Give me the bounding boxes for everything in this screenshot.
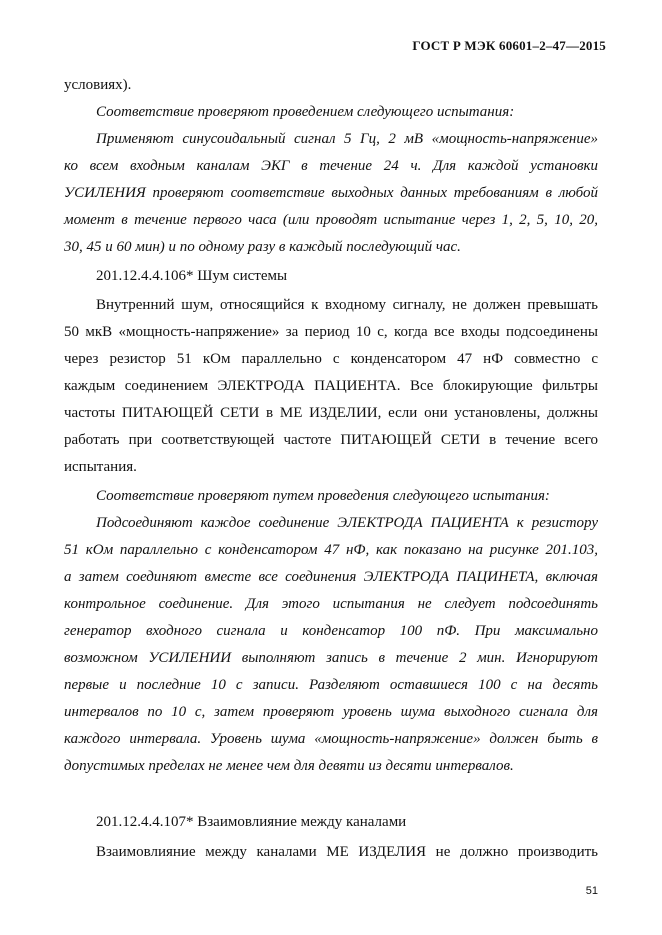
- text-line: Соответствие проверяют проведением следующего испытания:: [96, 104, 515, 120]
- text-line: УСИЛЕНИЯ проверяют соответствие выходных данных требованиям в любой: [64, 185, 598, 201]
- text-line: Соответствие проверяют путем проведения следующего испытания:: [96, 488, 550, 504]
- text-line: работать при соответствующей частоте ПИТАЮЩЕЙ СЕТИ в течение всего: [64, 432, 598, 448]
- text-line: испытания.: [64, 459, 137, 475]
- text-line: а затем соединяют вместе все соединения ЭЛЕКТРОДА ПАЦИНЕТА, включая: [64, 569, 598, 585]
- text-line: 50 мкВ «мощность-напряжение» за период 10 с, когда все входы подсоединены: [64, 324, 598, 340]
- text-line: ко всем входным каналам ЭКГ в течение 24 ч. Для каждой установки: [64, 158, 598, 174]
- text-line: возможном УСИЛЕНИИ выполняют запись в течение 2 мин. Игнорируют: [64, 650, 598, 666]
- text-line: допустимых пределах не менее чем для девяти из десяти интервалов.: [64, 758, 514, 774]
- text-line: через резистор 51 кОм параллельно с конденсатором 47 нФ совместно с: [64, 351, 598, 367]
- document-header: ГОСТ Р МЭК 60601–2–47—2015: [412, 38, 606, 53]
- text-line: условиях).: [64, 77, 132, 93]
- text-line: каждым соединением ЭЛЕКТРОДА ПАЦИЕНТА. Все блокирующие фильтры: [64, 378, 598, 394]
- section-heading: 201.12.4.4.107* Взаимовлияние между каналами: [96, 814, 407, 830]
- text-line: момент в течение первого часа (или проводят испытание через 1, 2, 5, 10, 20,: [64, 212, 598, 228]
- page-number: 51: [585, 885, 598, 897]
- text-line: 51 кОм параллельно с конденсатором 47 нФ, как показано на рисунке 201.103,: [64, 542, 598, 558]
- text-line: Взаимовлияние между каналами МЕ ИЗДЕЛИЯ не должно производить: [96, 844, 598, 860]
- text-line: Подсоединяют каждое соединение ЭЛЕКТРОДА ПАЦИЕНТА к резистору: [96, 515, 598, 531]
- text-line: Внутренний шум, относящийся к входному сигналу, не должен превышать: [96, 297, 598, 313]
- text-line: первые и последние 10 с записи. Разделяют оставшиеся 100 с на десять: [64, 677, 598, 693]
- text-line: частоты ПИТАЮЩЕЙ СЕТИ в МЕ ИЗДЕЛИИ, если они установлены, должны: [64, 405, 598, 421]
- text-line: Применяют синусоидальный сигнал 5 Гц, 2 мВ «мощность-напряжение»: [96, 131, 598, 147]
- text-line: 30, 45 и 60 мин) и по одному разу в каждый последующий час.: [64, 239, 461, 255]
- text-line: интервалов по 10 с, затем проверяют уровень шума выходного сигнала для: [64, 704, 598, 720]
- text-line: генератор входного сигнала и конденсатор 100 пФ. При максимально: [64, 623, 598, 639]
- text-line: контрольное соединение. Для этого испытания не следует подсоединять: [64, 596, 598, 612]
- section-heading: 201.12.4.4.106* Шум системы: [96, 268, 288, 284]
- text-line: каждого интервала. Уровень шума «мощность-напряжение» должен быть в: [64, 731, 598, 747]
